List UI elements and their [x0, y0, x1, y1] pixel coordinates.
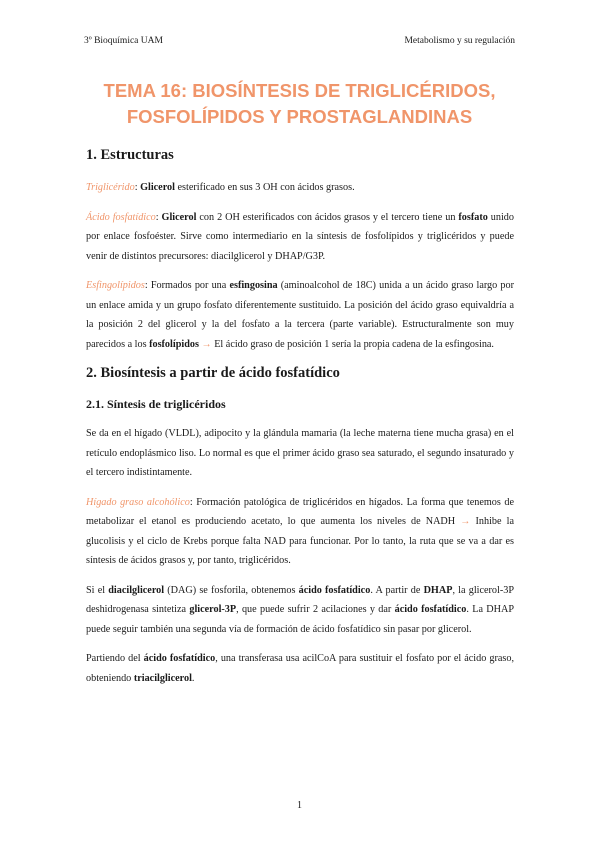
paragraph-acido-fosfatidico: Ácido fosfatídico: Glicerol con 2 OH esterificados con ácidos grasos y el tercero tiene un fosfato unido por enlace fosfoéster. Sirve como intermediario en la síntesis de fosfolípidos y triglicéridos y puede venir de distintos precursores: diacilglicerol y DHAP/G3P. — [86, 211, 514, 262]
header-subject: Metabolismo y su regulación — [404, 36, 515, 46]
paragraph-higado-graso: Hígado graso alcohólico: Formación patológica de triglicéridos en hígados. La forma que tenemos de metabolizar el etanol es produciendo acetato, lo que aumenta los niveles de NADH → Inhibe la glucolisis y el ciclo de Krebs porque falta NAD para funcionar. Por lo tanto, la ruta que se va a dar es síntesis de ácidos grasos y, por tanto, triglicéridos. — [86, 496, 515, 566]
term-acido-fosfatidico: Ácido fosfatídico — [86, 211, 156, 223]
page-number: 1 — [297, 800, 302, 811]
document-body — [86, 146, 514, 698]
section-heading-biosintesis: 2. Biosíntesis a partir de ácido fosfatídico — [86, 365, 340, 381]
term-esfingolipidos: Esfingolípidos — [86, 280, 145, 291]
paragraph-localizacion: Se da en el hígado (VLDL), adipocito y la glándula mamaria (la leche materna tiene mucha grasa) en el retículo endoplásmico liso. Lo normal es que el primer ácido graso sea saturado, el segundo insaturado y el tercero indistintamente. — [86, 428, 514, 478]
arrow-icon: → — [460, 516, 471, 527]
title-line-2: FOSFOLÍPIDOS Y PROSTAGLANDINAS — [126, 106, 473, 127]
paragraph-esfingolipidos: Esfingolípidos: Formados por una esfingosina (aminoalcohol de 18C) unida a un ácido graso largo por un enlace amida y un grupo fosfato diferentemente sustituido. La posición del ácido graso equivaldría a la posición 2 del glicerol y la del fosfato a la tercera (parte variable). Estructuralmente son muy parecidos a los fosfolípidos → El ácido graso de posición 1 sería la propia cadena de la esfingosina. — [86, 280, 514, 350]
page-header — [84, 36, 515, 46]
term-trigliceridos: Triglicérido — [86, 182, 135, 193]
title-line-1: TEMA 16: BIOSÍNTESIS DE TRIGLICÉRIDOS, — [103, 80, 496, 101]
paragraph-trigliceridos: Triglicérido: Glicerol esterificado en sus 3 OH con ácidos grasos. — [86, 182, 355, 193]
section-heading-estructuras: 1. Estructuras — [86, 147, 174, 163]
paragraph-transferasa: Partiendo del ácido fosfatídico, una transferasa usa acilCoA para sustituir el fosfato por el ácido graso, obteniendo triacilglicerol. — [86, 653, 515, 684]
header-course: 3º Bioquímica UAM — [84, 36, 163, 46]
term-higado-graso: Hígado graso alcohólico — [86, 496, 190, 508]
document-title — [40, 78, 559, 130]
paragraph-diacilglicerol: Si el diacilglicerol (DAG) se fosforila, obtenemos ácido fosfatídico. A partir de DHAP, la glicerol-3P deshidrogenasa sintetiza glicerol-3P, que puede sufrir 2 acilaciones y dar ácido fosfatídico. La DHAP puede seguir también una segunda vía de formación de ácido fosfatídico sin pasar por glicerol. — [86, 584, 514, 635]
subsection-heading-trigliceridos: 2.1. Síntesis de triglicéridos — [86, 397, 226, 411]
arrow-icon: → — [198, 338, 215, 350]
